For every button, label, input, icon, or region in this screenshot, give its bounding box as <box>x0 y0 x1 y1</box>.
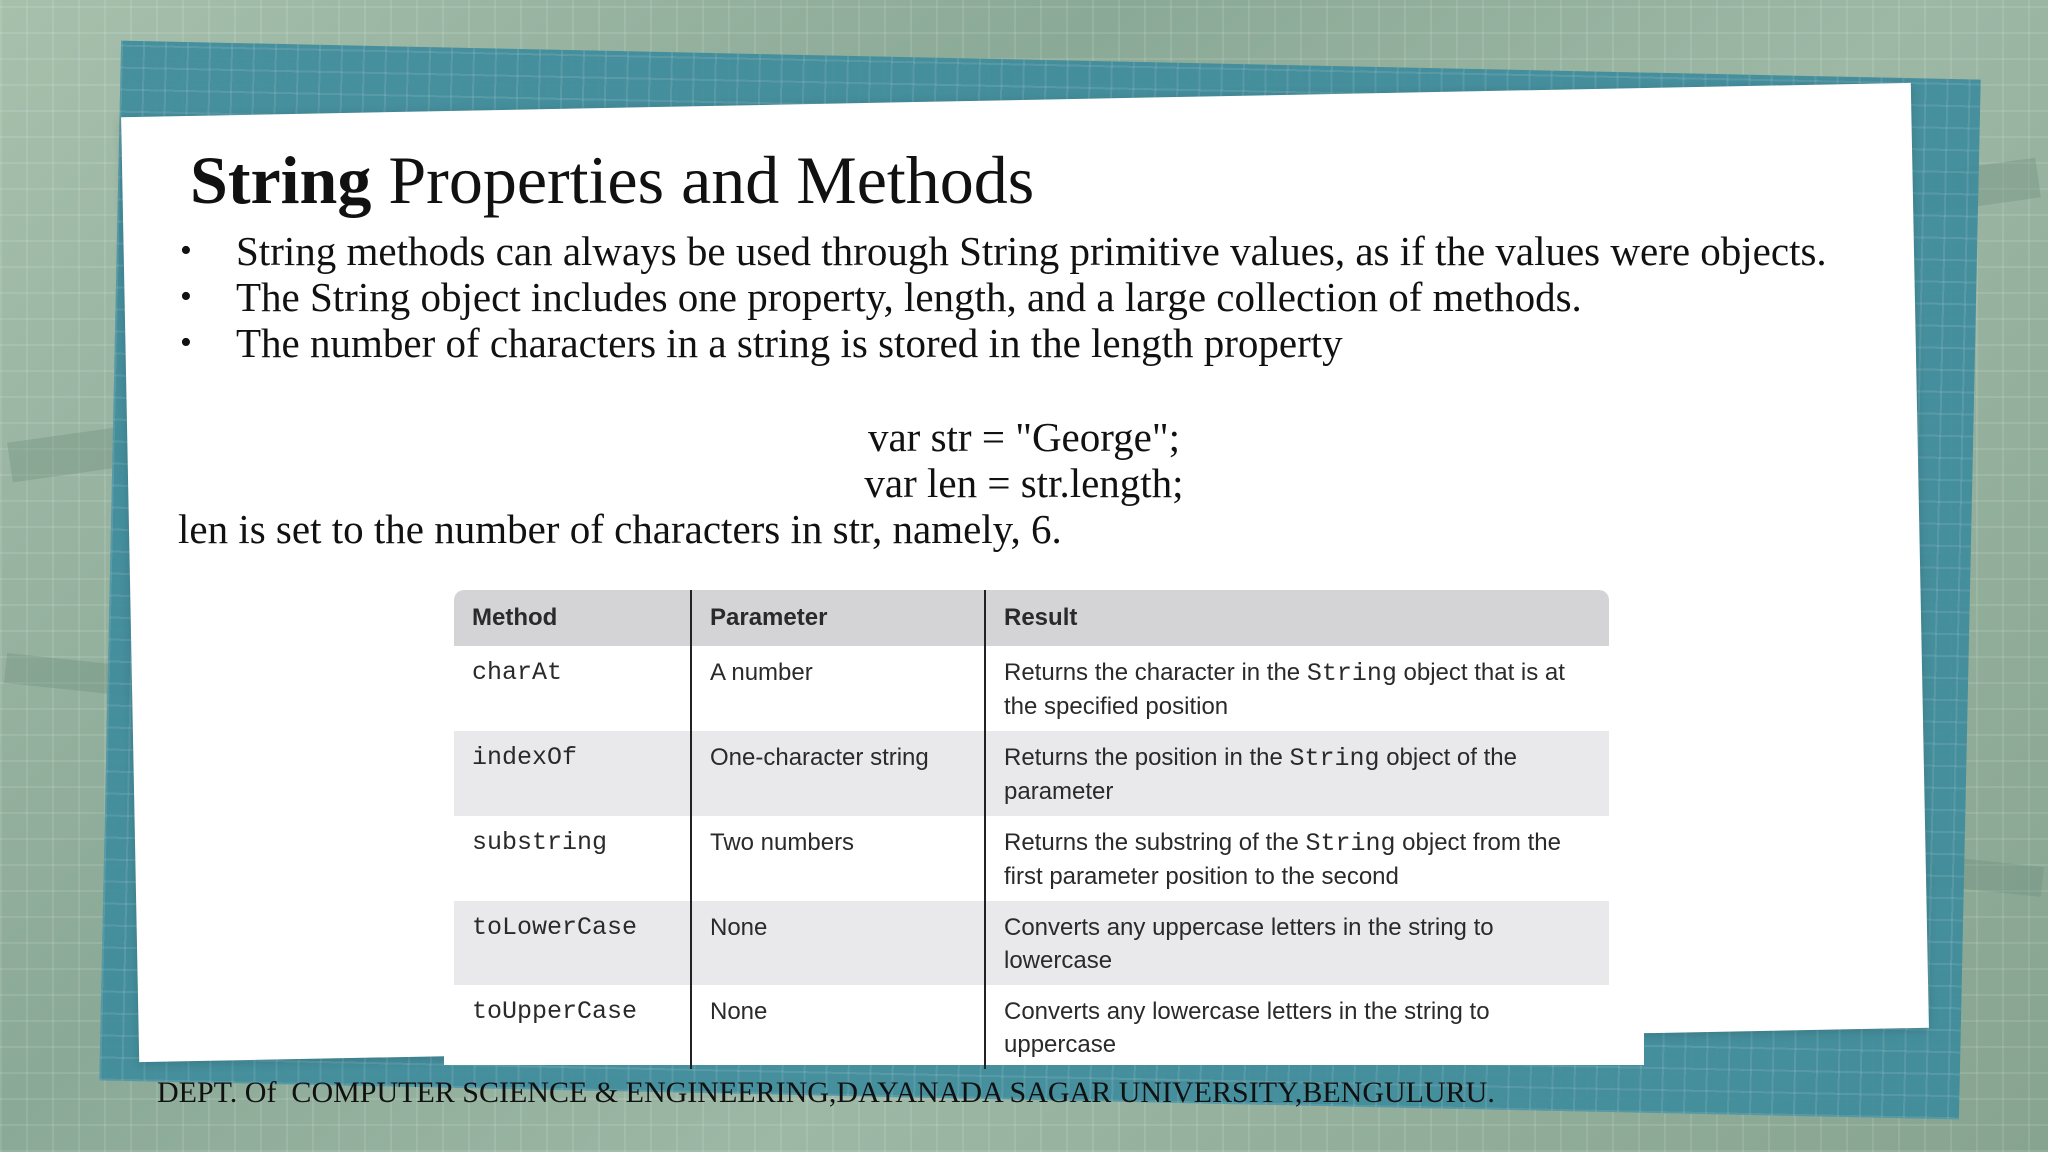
result-text: object that is at the specified position <box>1004 659 1572 720</box>
code-line: var len = str.length; <box>864 460 1184 506</box>
column-header-method: Method <box>454 590 691 646</box>
column-header-result: Result <box>985 590 1609 646</box>
bullet-item <box>178 228 1878 274</box>
result-cell <box>985 646 1609 731</box>
footer-department: DEPT. Of COMPUTER SCIENCE & ENGINEERING,DAYANADA SAGAR UNIVERSITY,BENGULURU. <box>157 1076 1495 1109</box>
bullet-marker: • <box>180 232 192 269</box>
parameter-cell: A number <box>691 646 985 731</box>
result-text: Converts any uppercase letters in the string to lowercase <box>1004 914 1494 974</box>
method-cell: indexOf <box>454 731 691 816</box>
length-note: len is set to the number of characters in str, namely, 6. <box>178 506 1062 552</box>
result-text: object of the parameter <box>1004 744 1524 805</box>
methods-table <box>454 590 1609 1069</box>
result-code: String <box>1306 659 1397 688</box>
bullet-item <box>178 320 1878 366</box>
result-code: String <box>1305 829 1396 858</box>
methods-table-image <box>444 585 1644 1065</box>
result-text: Returns the substring of the <box>1004 829 1306 856</box>
parameter-cell: None <box>691 901 985 985</box>
parameter-cell: None <box>691 985 985 1069</box>
result-text: object from the first parameter position to the second <box>1004 829 1568 890</box>
table-row <box>454 646 1609 731</box>
slide-title-rest: Properties and Methods <box>371 142 1035 218</box>
result-text: Returns the position in the <box>1004 744 1290 771</box>
result-cell <box>985 985 1609 1069</box>
bullet-marker: • <box>180 324 192 361</box>
parameter-cell: One-character string <box>691 731 985 816</box>
bullet-list <box>178 228 1878 366</box>
bullet-item <box>178 274 1878 320</box>
bullet-text: The String object includes one property, length, and a large collection of methods. <box>236 274 1582 320</box>
parameter-cell: Two numbers <box>691 816 985 901</box>
bullet-marker: • <box>180 278 192 315</box>
method-cell: toUpperCase <box>472 997 638 1026</box>
slide-title-bold: String <box>190 142 372 218</box>
table-header-row <box>454 590 1609 646</box>
code-line: var str = "George"; <box>867 414 1180 460</box>
bullet-text: The number of characters in a string is stored in the length property <box>236 320 1343 366</box>
result-text: Returns the character in the <box>1004 659 1307 686</box>
result-text: Converts any lowercase letters in the string to uppercase <box>1004 998 1490 1058</box>
table-row <box>454 985 1609 1069</box>
table-row <box>454 816 1609 901</box>
table-row <box>454 901 1609 985</box>
method-cell: toLowerCase <box>454 901 691 985</box>
method-cell: charAt <box>472 658 563 687</box>
method-cell: substring <box>472 828 608 857</box>
table-row <box>454 731 1609 816</box>
column-header-parameter: Parameter <box>691 590 985 646</box>
result-cell <box>985 901 1609 985</box>
slide-title <box>190 140 1034 220</box>
bullet-text: String methods can always be used through String primitive values, as if the values were objects. <box>236 228 1827 274</box>
result-cell <box>985 816 1609 901</box>
result-cell <box>985 731 1609 816</box>
result-code: String <box>1289 744 1380 773</box>
